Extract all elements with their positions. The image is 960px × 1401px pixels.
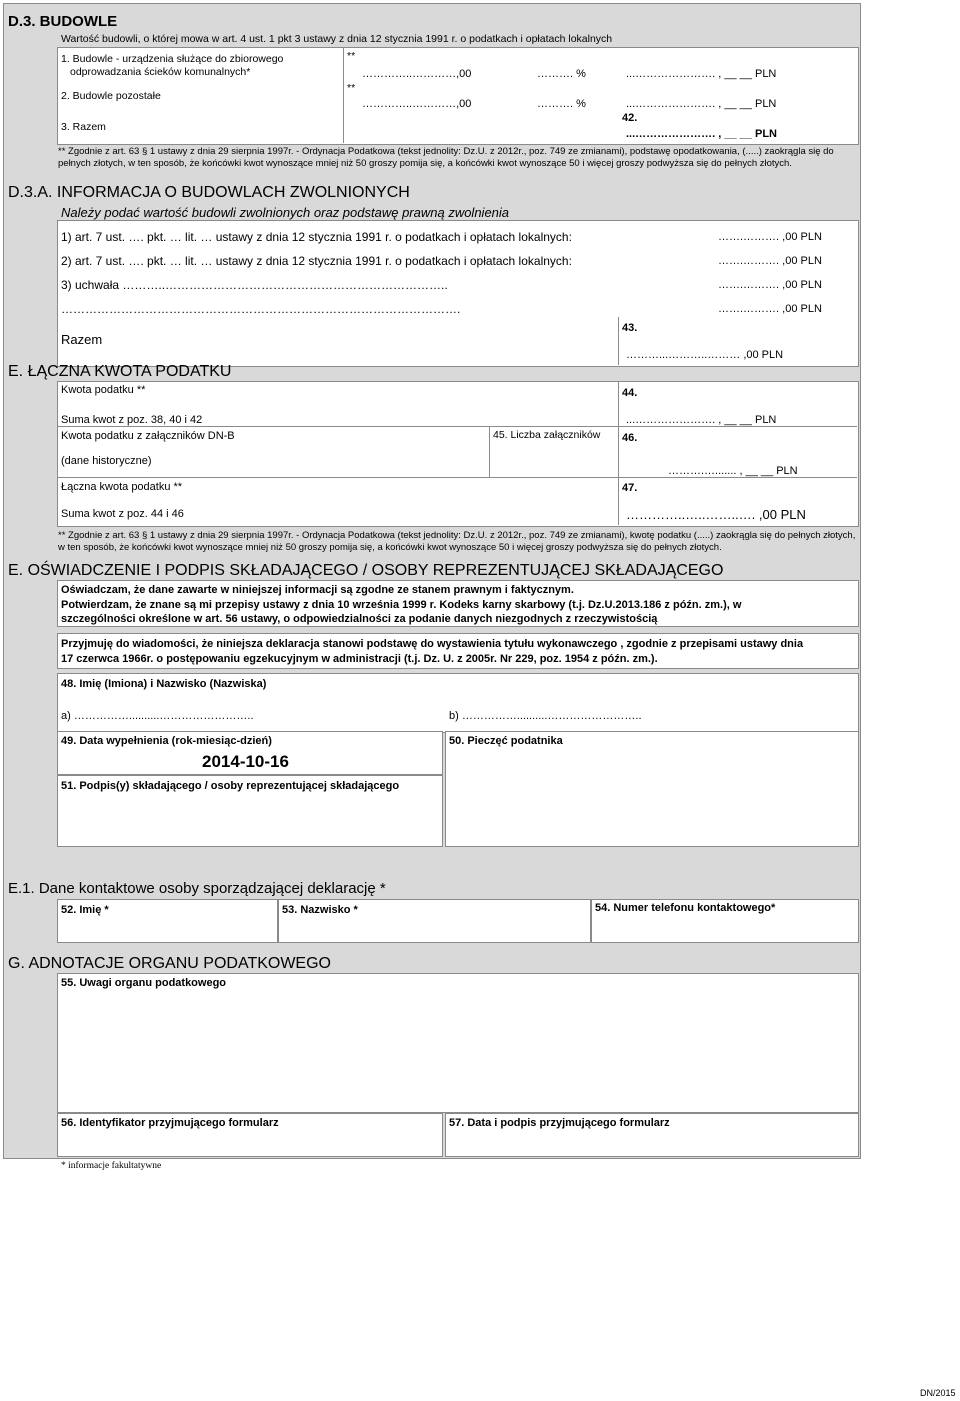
- section-d3-heading: D.3. BUDOWLE: [8, 13, 118, 30]
- total-label: 3. Razem: [61, 121, 106, 133]
- exempt-total-value[interactable]: ………...………..……… ,00 PLN: [626, 349, 784, 361]
- section-e-total-heading: E. ŁĄCZNA KWOTA PODATKU: [8, 363, 232, 380]
- row2-stars: **: [347, 82, 356, 94]
- field-56-label: 56. Identyfikator przyjmującego formularz: [61, 1117, 279, 1129]
- total-position: 42.: [622, 112, 638, 124]
- row1-label-1: 1. Budowle - urządzenia służące do zbiorowego: [61, 53, 284, 65]
- row2-percent-field[interactable]: ………. %: [537, 98, 586, 110]
- field-54-label: 54. Numer telefonu kontaktowego*: [595, 902, 776, 914]
- row2-tax-field[interactable]: ...…………………. , __ __ PLN: [626, 98, 777, 110]
- row1-percent-field[interactable]: ………. %: [537, 68, 586, 80]
- row1-value-field[interactable]: …………..…………,00: [362, 68, 472, 80]
- row2-value-field[interactable]: …………..…………,00: [362, 98, 472, 110]
- exempt-item-3-value[interactable]: …….………. ,00 PLN: [718, 279, 822, 291]
- section-e1-heading: E.1. Dane kontaktowe osoby sporządzającej deklarację *: [8, 880, 386, 897]
- attachments-count-label[interactable]: 45. Liczba załączników: [493, 429, 601, 441]
- field-55-label: 55. Uwagi organu podatkowego: [61, 977, 227, 989]
- exempt-item-3-label[interactable]: 3) uchwała ………..……………………………………………………………..: [61, 278, 448, 292]
- exempt-item-4-label[interactable]: ……………………………………………………………………………………….: [61, 302, 461, 316]
- exempt-total-position: 43.: [622, 322, 638, 334]
- exempt-item-2-value[interactable]: …….………. ,00 PLN: [718, 255, 822, 267]
- name-b-field[interactable]: b) ……………..........……………………..: [449, 710, 642, 722]
- sum-desc: Suma kwot z poz. 44 i 46: [61, 508, 184, 520]
- exempt-total-label: Razem: [61, 332, 103, 347]
- footer-note: * informacje fakultatywne: [61, 1161, 162, 1171]
- name-a-field[interactable]: a) ……………..........……………………..: [61, 710, 254, 722]
- tax-value-field[interactable]: ...…………………. , __ __ PLN: [626, 414, 777, 426]
- declaration-line-4: Przyjmuję do wiadomości, że niniejsza deklaracja stanowi podstawę do wystawienia tytułu wykonawczego , zgodnie z przepisami ustawy dnia: [61, 638, 804, 650]
- section-d3a-heading: D.3.A. INFORMACJA O BUDOWLACH ZWOLNIONYCH: [8, 184, 410, 201]
- exempt-item-1-label: 1) art. 7 ust. …. pkt. … lit. … ustawy z dnia 12 stycznia 1991 r. o podatkach i opłatach lokalnych:: [61, 230, 572, 244]
- sum-position: 47.: [622, 482, 638, 494]
- tax-position: 44.: [622, 387, 638, 399]
- field-52-label: 52. Imię *: [61, 904, 109, 916]
- attachments-tax-label: Kwota podatku z załączników DN-B: [61, 430, 235, 442]
- field-57-label: 57. Data i podpis przyjmującego formularz: [449, 1117, 670, 1129]
- declaration-line-1: Oświadczam, że dane zawarte w niniejszej informacji są zgodne ze stanem prawnym i faktycznym.: [61, 584, 574, 596]
- section-d3-subtitle: Wartość budowli, o której mowa w art. 4 ust. 1 pkt 3 ustawy z dnia 12 stycznia 1991 r. o podatkach i opłatach lokalnych: [61, 33, 613, 45]
- e-total-footnote: ** Zgodnie z art. 63 § 1 ustawy z dnia 29 sierpnia 1997r. - Ordynacja Podatkowa (tekst jednolity: Dz.U. z 2012r., poz. 749 ze zmianami), kwotę podatku (.....) zaokrągla się do pełnych złotych, w ten sposób, że końcówki kwot wynoszące mniej niż 50 groszy pomija się, a końcówki kwot wynoszące 50 i więcej groszy podwyższa się do pełnych złotych.: [58, 530, 856, 553]
- fill-date[interactable]: 2014-10-16: [202, 752, 289, 771]
- exempt-item-1-value[interactable]: …….………. ,00 PLN: [718, 231, 822, 243]
- exempt-item-2-label: 2) art. 7 ust. …. pkt. … lit. … ustawy z dnia 12 stycznia 1991 r. o podatkach i opłatach lokalnych:: [61, 254, 572, 268]
- field-50-label: 50. Pieczęć podatnika: [449, 735, 563, 747]
- section-d3a-subtitle: Należy podać wartość budowli zwolnionych oraz podstawę prawną zwolnienia: [61, 205, 510, 220]
- row1-tax-field[interactable]: ...…………………. , __ __ PLN: [626, 68, 777, 80]
- field-53-label: 53. Nazwisko *: [282, 904, 358, 916]
- attachments-position: 46.: [622, 432, 638, 444]
- declaration-line-5: 17 czerwca 1966r. o postępowaniu egzekucyjnym w administracji (t.j. Dz. U. z 2005r. Nr 229, poz. 1954 z późn. zm.).: [61, 653, 658, 665]
- tax-total-table: [57, 381, 859, 527]
- attachments-value-field[interactable]: ……….…....... , __ __ PLN: [668, 465, 798, 477]
- total-tax-field[interactable]: ...…………………. , __ __ PLN: [626, 128, 777, 140]
- form-code: DN/2015: [920, 1388, 956, 1398]
- tax-sum-desc: Suma kwot z poz. 38, 40 i 42: [61, 414, 203, 426]
- remarks-box[interactable]: [57, 973, 859, 1113]
- attachments-note: (dane historyczne): [61, 455, 152, 467]
- sum-value-field[interactable]: …………..…..……..…. ,00 PLN: [626, 507, 806, 522]
- field-49-label: 49. Data wypełnienia (rok-miesiąc-dzień): [61, 735, 272, 747]
- row2-label: 2. Budowle pozostałe: [61, 90, 161, 102]
- declaration-line-3: szczególności określone w art. 56 ustawy, o odpowiedzialności za podanie danych niezgodnych z rzeczywistością: [61, 613, 658, 625]
- tax-label: Kwota podatku **: [61, 384, 146, 396]
- d3-footnote: ** Zgodnie z art. 63 § 1 ustawy z dnia 29 sierpnia 1997r. - Ordynacja Podatkowa (tekst jednolity: Dz.U. z 2012r., poz. 749 ze zmianami), podstawę opodatkowania, (.....) zaokrągla się do pełnych złotych, w ten sposób, że końcówki kwot wynoszące mniej niż 50 groszy pomija się, a końcówki kwot wynoszące 50 i więcej groszy podwyższa się do pełnych złotych.: [58, 146, 834, 169]
- declaration-line-2: Potwierdzam, że znane są mi przepisy ustawy z dnia 10 września 1999 r. Kodeks karny skarbowy (t.j. Dz.U.2013.186 z późn. zm.), w: [61, 599, 742, 611]
- row1-stars: **: [347, 50, 356, 62]
- field-51-label: 51. Podpis(y) składającego / osoby reprezentującej składającego: [61, 780, 400, 792]
- field-48-label: 48. Imię (Imiona) i Nazwisko (Nazwiska): [61, 678, 267, 690]
- section-e-declaration-heading: E. OŚWIADCZENIE I PODPIS SKŁADAJĄCEGO / OSOBY REPREZENTUJĄCEJ SKŁADAJĄCEGO: [8, 562, 724, 579]
- exempt-item-4-value[interactable]: …….………. ,00 PLN: [718, 303, 822, 315]
- section-g-heading: G. ADNOTACJE ORGANU PODATKOWEGO: [8, 955, 331, 972]
- stamp-box: [445, 731, 859, 847]
- sum-label: Łączna kwota podatku **: [61, 481, 183, 493]
- row1-label-2: odprowadzania ścieków komunalnych*: [70, 66, 251, 78]
